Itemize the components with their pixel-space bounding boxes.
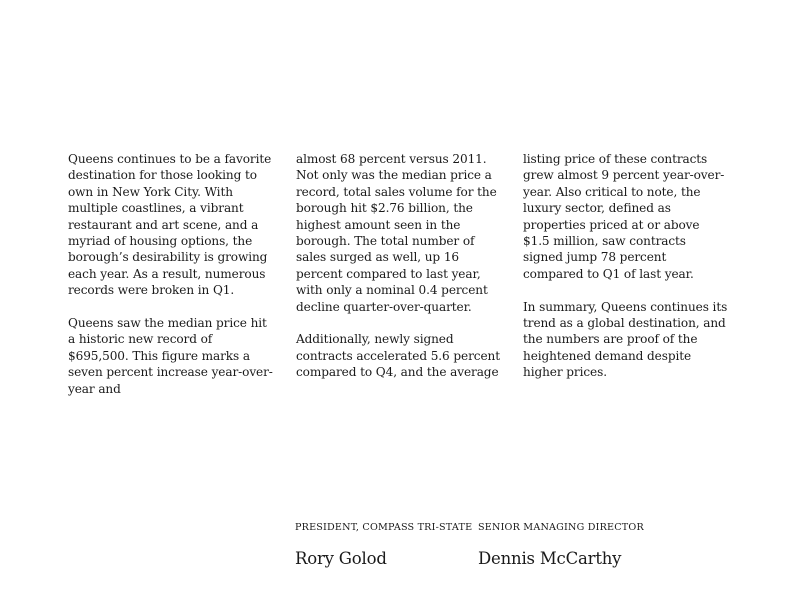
paragraph: Queens saw the median price hit a historic new record of $695,500. This figure marks a seven percent increase year-over-year and [68,316,273,396]
paragraph: In summary, Queens continues its trend as a global destination, and the numbers are proof of the heightened demand despite higher prices. [523,299,728,380]
signature-name: Rory Golod [295,549,387,568]
paragraph: Additionally, newly signed contracts accelerated 5.6 percent compared to Q4, and the average [296,332,500,380]
signature-title: SENIOR MANAGING DIRECTOR [478,522,644,533]
text-column-3 [523,151,728,397]
signature-name: Dennis McCarthy [478,549,622,568]
signature-block-director [478,522,644,569]
paragraph: Queens continues to be a favorite destination for those looking to own in New York City. With multiple coastlines, a vibrant restaurant and art scene, and a myriad of housing options, the borough’s desirability is growing each year. As a result, numerous records were broken in Q1. [68,152,272,298]
signature-title: PRESIDENT, COMPASS TRI-STATE [295,522,473,533]
text-column-2 [296,151,501,397]
paragraph: almost 68 percent versus 2011. Not only was the median price a record, total sales volume for the borough hit $2.76 billion, the highest amount seen in the borough. The total number of sales surged as well, up 16 percent compared to last year, with only a nominal 0.4 percent decline quarter-over-quarter. [296,152,497,314]
paragraph: listing price of these contracts grew almost 9 percent year-over-year. Also critical to note, the luxury sector, defined as properties priced at or above $1.5 million, saw contracts signed jump 78 percent compared to Q1 of last year. [523,152,725,281]
text-column-1 [68,151,273,413]
signature-block-president [295,522,472,569]
